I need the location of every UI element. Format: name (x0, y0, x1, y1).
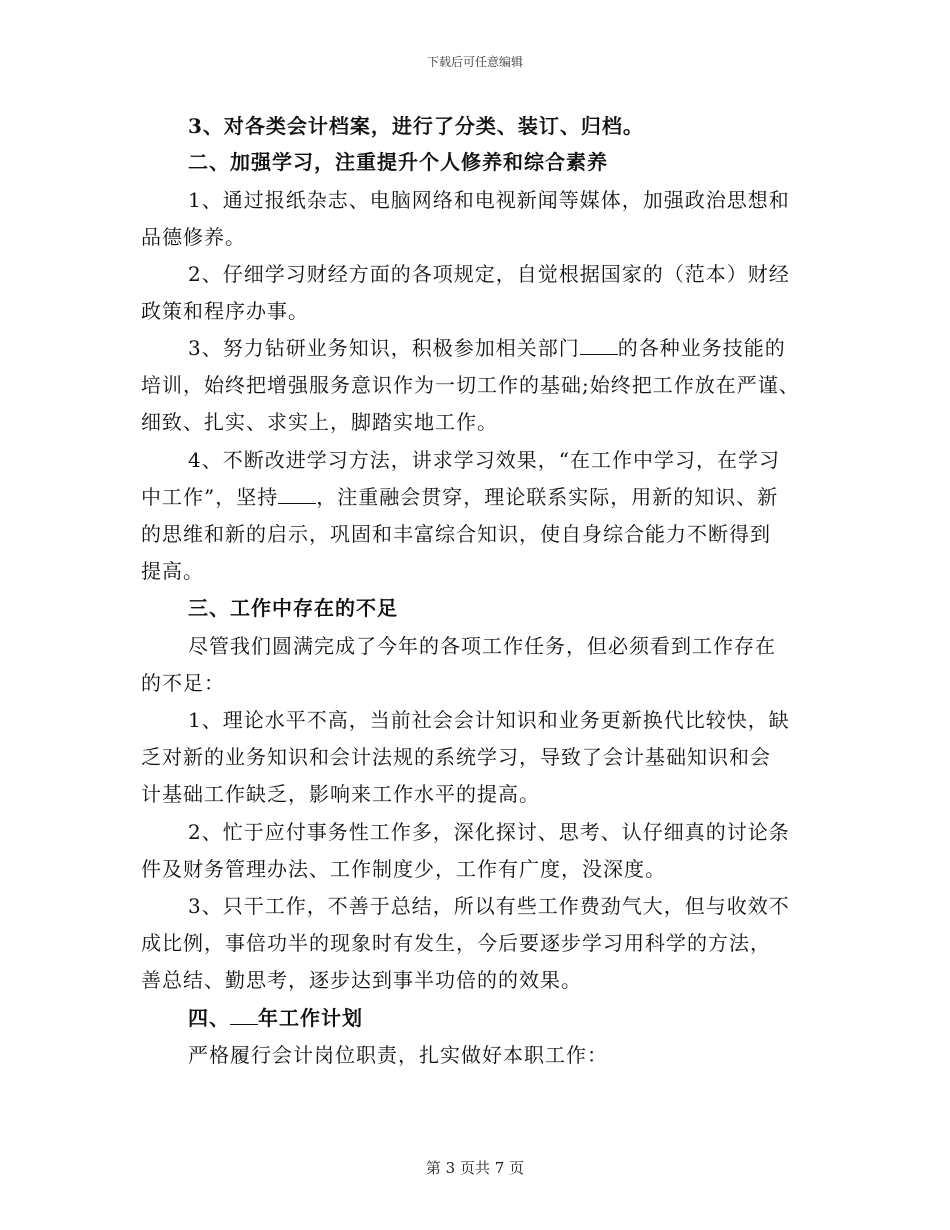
fill-in-blank (278, 485, 316, 504)
page-header: 下载后可任意编辑 (426, 55, 523, 69)
paragraph-line (141, 483, 778, 511)
paragraph-line: 善总结、勤思考，逐步达到事半功倍的的效果。 (141, 968, 582, 992)
section-heading: 二、加强学习，注重提升个人修养和综合素养 (188, 150, 608, 174)
list-item: 3、对各类会计档案，进行了分类、装订、归档。 (188, 114, 644, 138)
fill-in-blank (230, 1006, 258, 1025)
section-heading: 三、工作中存在的不足 (188, 596, 398, 620)
paragraph-line: 政策和程序办事。 (141, 299, 309, 323)
paragraph-line: 的不足： (141, 671, 225, 695)
paragraph-line: 2、仔细学习财经方面的各项规定，自觉根据国家的（范本）财经 (188, 262, 790, 286)
paragraph-line: 严格履行会计岗位职责，扎实做好本职工作： (188, 1043, 608, 1067)
paragraph-line: 成比例，事倍功半的现象时有发生，今后要逐步学习用科学的方法， (141, 931, 771, 955)
text-segment: 四、 (188, 1006, 230, 1030)
text-segment: ，注重融会贯穿，理论联系实际，用新的知识、新 (316, 485, 779, 509)
text-segment: 年工作计划 (258, 1006, 363, 1030)
paragraph-line: 乏对新的业务知识和会计法规的系统学习，导致了会计基础知识和会 (141, 745, 771, 769)
paragraph-line: 2、忙于应付事务性工作多，深化探讨、思考、认仔细真的讨论条 (188, 820, 790, 844)
paragraph-line: 培训，始终把增强服务意识作为一切工作的基础;始终把工作放在严谨、 (141, 373, 800, 397)
fill-in-blank (580, 336, 618, 355)
text-segment: 的各种业务技能的 (617, 336, 786, 360)
paragraph-line: 1、通过报纸杂志、电脑网络和电视新闻等媒体，加强政治思想和 (188, 188, 790, 212)
paragraph-line: 计基础工作缺乏，影响来工作水平的提高。 (141, 782, 540, 806)
paragraph-line: 3、只干工作，不善于总结，所以有些工作费劲气大，但与收效不 (188, 894, 790, 918)
text-segment: 中工作”，坚持 (141, 485, 279, 509)
paragraph-line: 1、理论水平不高，当前社会会计知识和业务更新换代比较快，缺 (188, 708, 790, 732)
paragraph-line (188, 334, 786, 362)
section-heading (188, 1004, 363, 1032)
paragraph-line: 细致、扎实、求实上，脚踏实地工作。 (141, 410, 498, 434)
paragraph-line: 件及财务管理办法、工作制度少，工作有广度，没深度。 (141, 857, 666, 881)
paragraph-line: 提高。 (141, 559, 204, 583)
paragraph-line: 的思维和新的启示，巩固和丰富综合知识，使自身综合能力不断得到 (141, 522, 771, 546)
page-footer: 第 3 页共 7 页 (425, 1159, 525, 1177)
paragraph-line: 尽管我们圆满完成了今年的各项工作任务，但必须看到工作存在 (188, 634, 776, 658)
text-segment: 3、努力钻研业务知识，积极参加相关部门 (188, 336, 580, 360)
paragraph-line: 品德修养。 (141, 225, 246, 249)
paragraph-line: 4、不断改进学习方法，讲求学习效果，“在工作中学习，在学习 (188, 448, 780, 472)
